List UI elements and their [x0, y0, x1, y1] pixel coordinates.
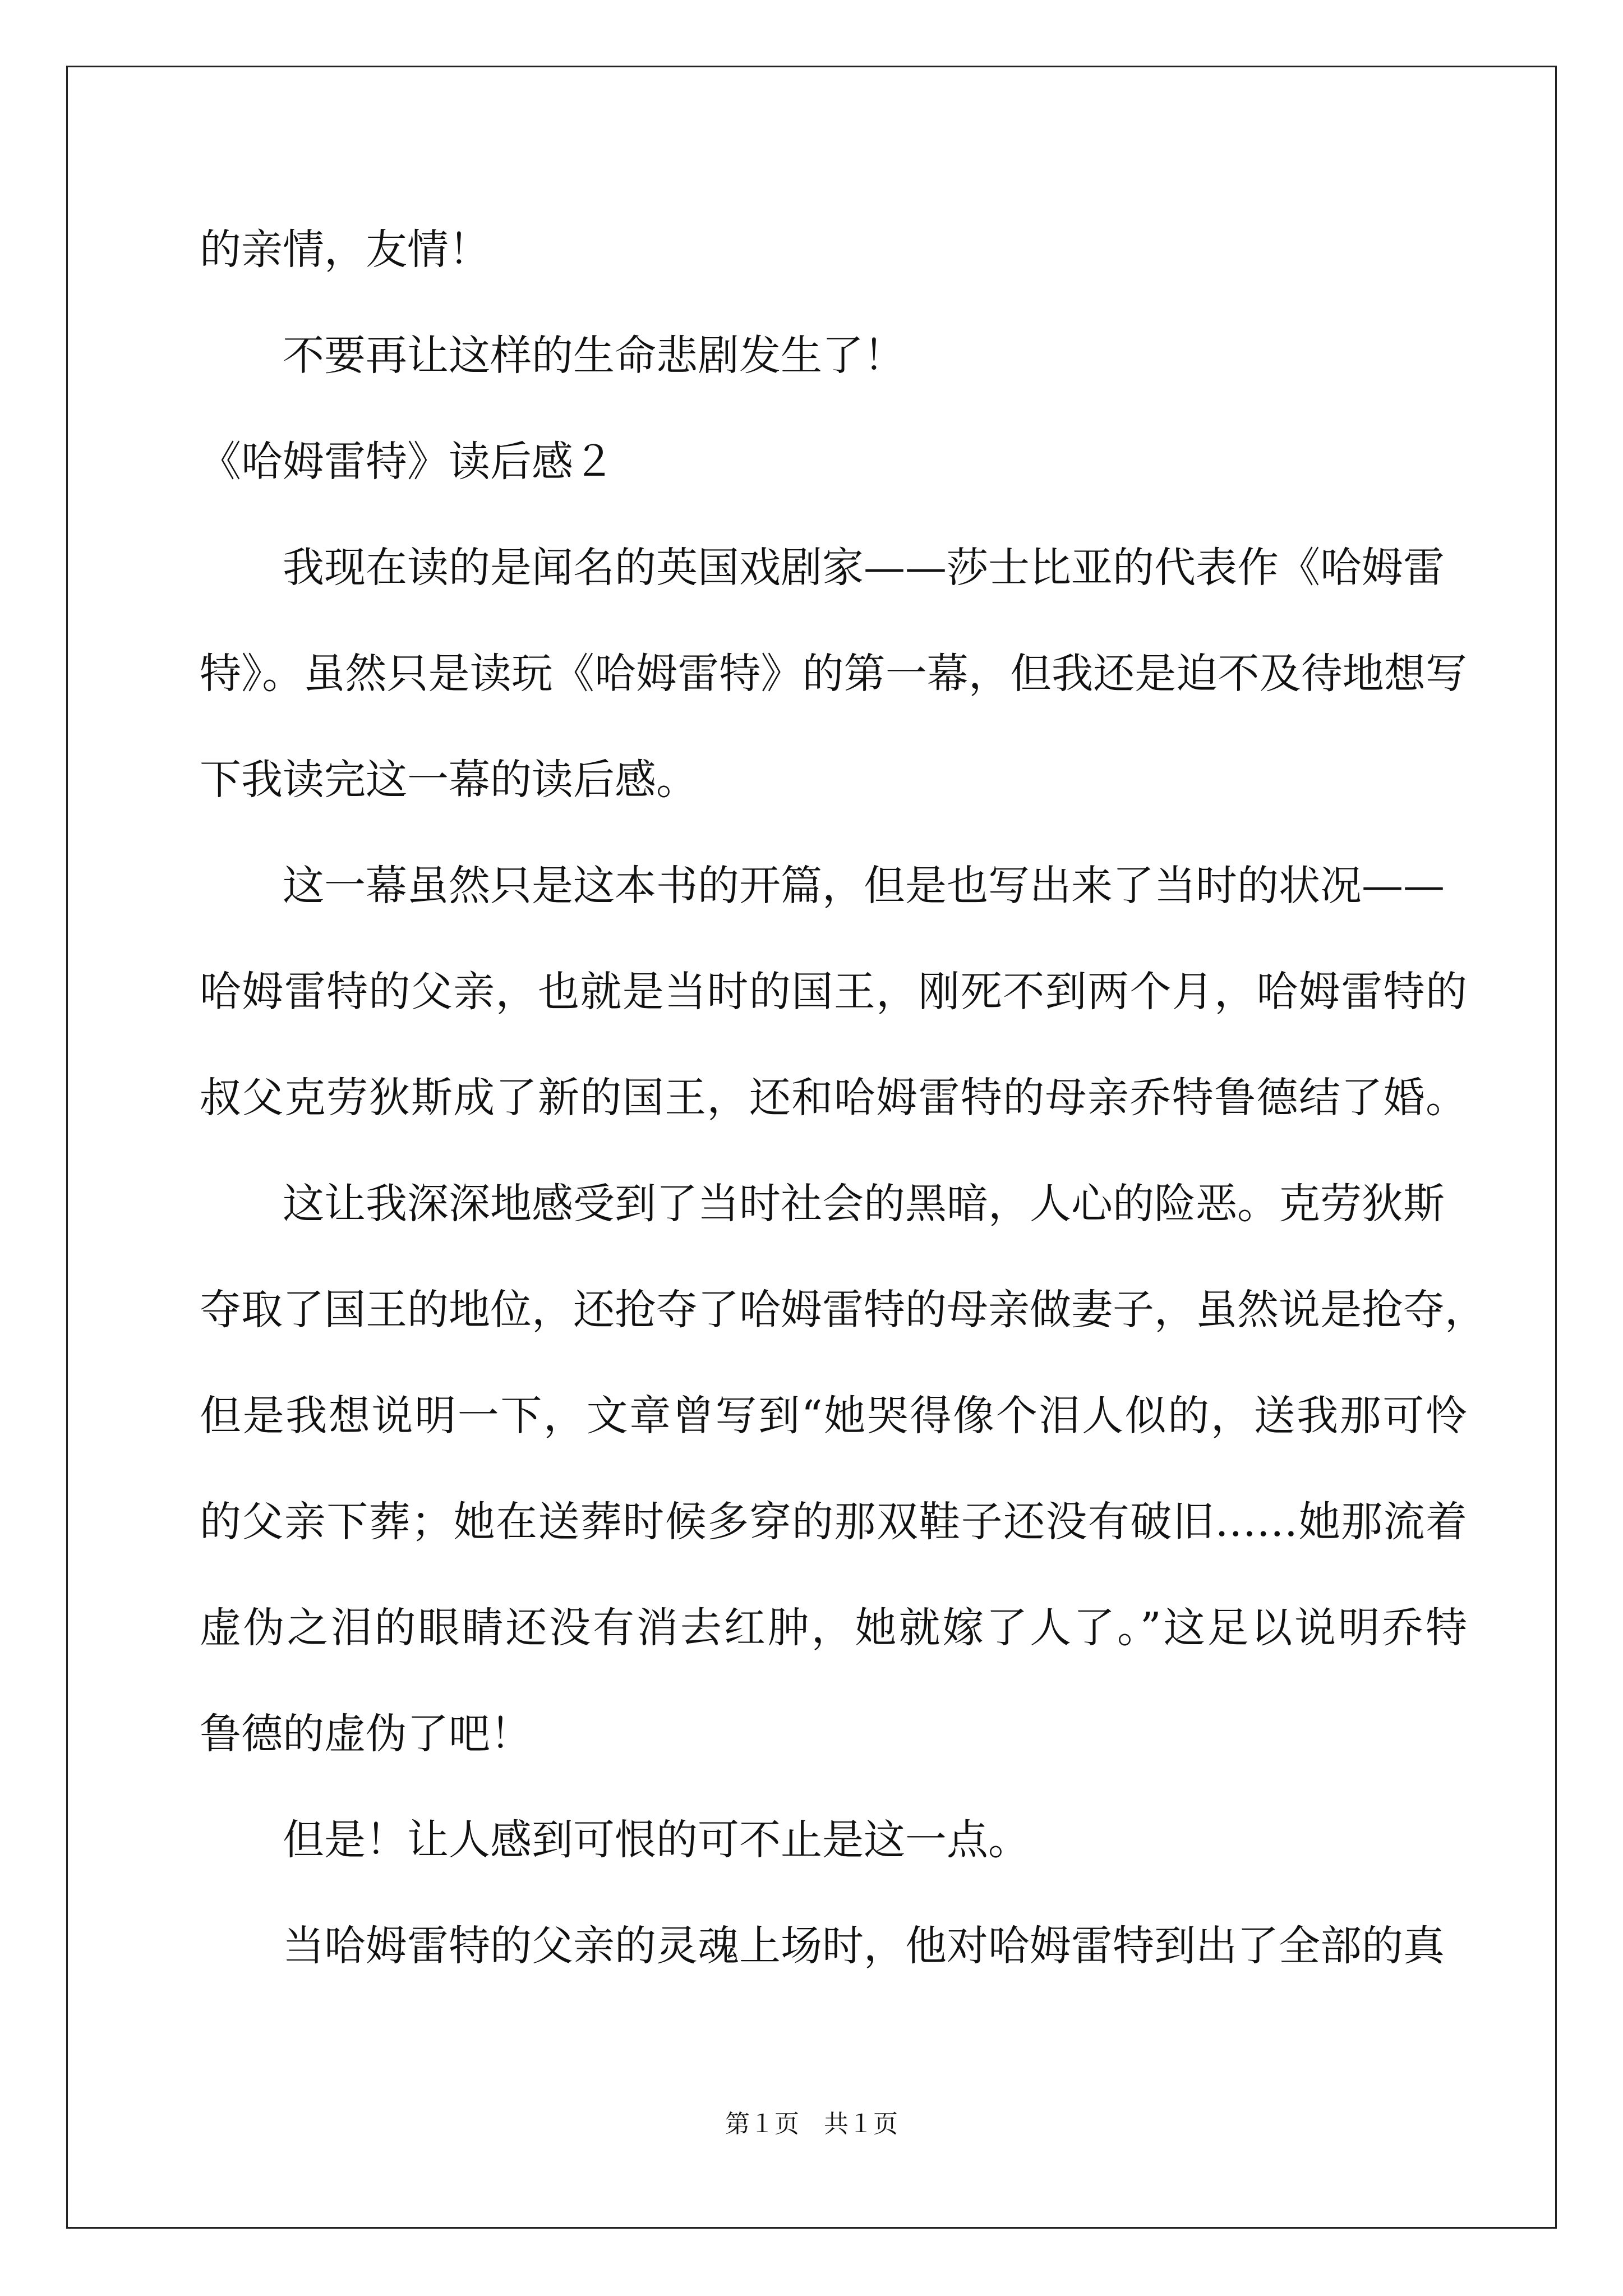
text-line: 特》。虽然只是读玩《哈姆雷特》的第一幕，但我还是迫不及待地想写 — [200, 650, 1467, 698]
text-line: 虚伪之泪的眼睛还没有消去红肿，她就嫁了人了。”这足以说明乔特 — [200, 1604, 1467, 1652]
text-line: 的父亲下葬；她在送葬时候多穿的那双鞋子还没有破旧……她那流着 — [200, 1498, 1467, 1546]
text-line: 叔父克劳狄斯成了新的国王，还和哈姆雷特的母亲乔特鲁德结了婚。 — [200, 1074, 1467, 1122]
text-line: 我现在读的是闻名的英国戏剧家——莎士比亚的代表作《哈姆雷 — [283, 544, 1445, 592]
section-heading: 《哈姆雷特》读后感２ — [200, 438, 615, 486]
text-line: 哈姆雷特的父亲，也就是当时的国王，刚死不到两个月，哈姆雷特的 — [200, 968, 1467, 1016]
text-line: 不要再让这样的生命悲剧发生了！ — [283, 332, 905, 380]
text-line: 夺取了国王的地位，还抢夺了哈姆雷特的母亲做妻子，虽然说是抢夺， — [200, 1286, 1486, 1334]
text-line: 当哈姆雷特的父亲的灵魂上场时，他对哈姆雷特到出了全部的真 — [283, 1922, 1445, 1970]
text-line: 但是我想说明一下，文章曾写到“她哭得像个泪人似的，送我那可怜 — [200, 1392, 1467, 1440]
text-line: 但是！让人感到可恨的可不止是这一点。 — [283, 1816, 1030, 1864]
text-line: 鲁德的虚伪了吧！ — [200, 1710, 532, 1758]
text-line: 的亲情，友情！ — [200, 226, 490, 274]
text-line: 这一幕虽然只是这本书的开篇，但是也写出来了当时的状况—— — [283, 862, 1445, 910]
page-number-footer: 第１页 共１页 — [725, 2110, 898, 2138]
page-border — [66, 66, 1557, 2229]
text-line: 下我读完这一幕的读后感。 — [200, 756, 698, 804]
text-line: 这让我深深地感受到了当时社会的黑暗，人心的险恶。克劳狄斯 — [283, 1180, 1445, 1228]
